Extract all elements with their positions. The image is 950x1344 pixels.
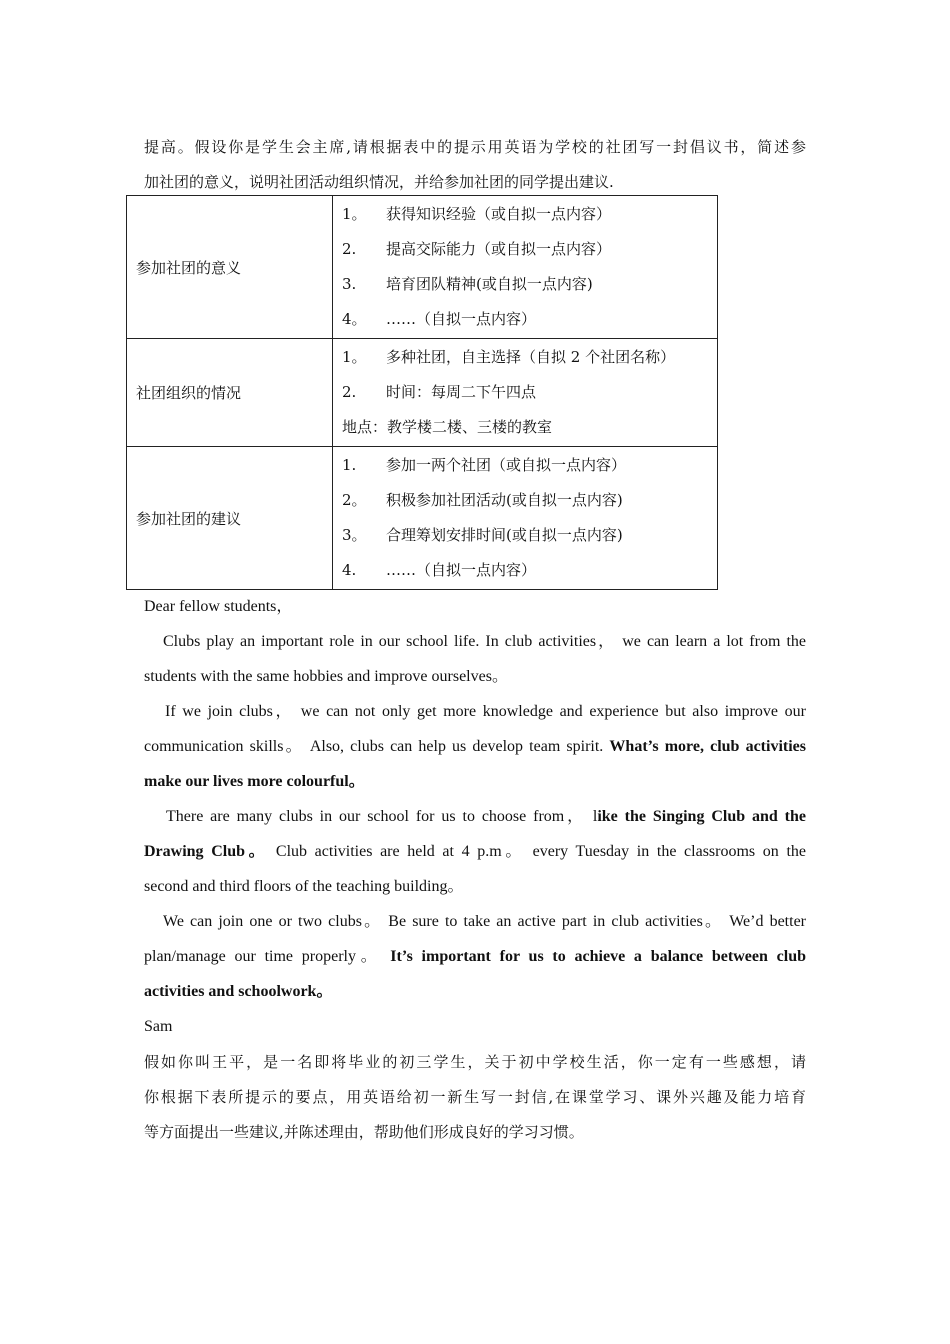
item-number: 2. [342,383,357,401]
letter-paragraph-2-line-1 [144,702,806,722]
list-item [342,232,717,267]
item-text: 合理筹划安排时间(或自拟一点内容) [386,526,623,544]
list-item [342,302,717,337]
item-text: 获得知识经验（或自拟一点内容） [386,205,612,223]
item-text: 培育团队精神(或自拟一点内容) [386,275,593,293]
letter-bold-text: It’s important for us to achieve a balance between club [390,948,806,965]
row-items-organization [333,339,718,447]
letter-paragraph-3-line-1 [144,807,806,827]
intro-line-1: 提高。假设你是学生会主席,请根据表中的提示用英语为学校的社团写一封倡议书，简述参 [144,138,806,156]
letter-bold-text: What’s more, club activities [609,738,806,755]
item-text: 多种社团，自主选择（自拟 2 个社团名称） [386,348,676,366]
letter-paragraph-4-line-1 [144,912,806,932]
letter-paragraph-3-line-3: second and third floors of the teaching building。 [144,878,464,895]
letter-paragraph-4-line-3: activities and schoolwork。 [144,983,333,1000]
item-text: ……（自拟一点内容） [386,561,537,579]
row-header-significance: 参加社团的意义 [127,196,333,339]
letter-text: Club activities are held at 4 p.m。 every Tuesday in the classrooms on the [268,843,806,860]
table-row [127,196,718,339]
table-row [127,447,718,590]
table-row [127,339,718,447]
item-number: 2. [342,240,357,258]
letter-text: communication skills。 Also, clubs can help us develop team spirit. [144,738,610,755]
row-items-suggestions [333,447,718,590]
list-item [342,483,717,518]
item-text: 参加一两个社团（或自拟一点内容） [386,456,627,474]
requirements-table [126,195,718,590]
list-item [342,448,717,483]
item-text: 提高交际能力（或自拟一点内容） [386,240,612,258]
list-item [342,518,717,553]
item-number: 2。 [342,491,367,509]
letter-text: plan/manage our time properly。 [144,948,391,965]
item-text: 时间：每周二下午四点 [386,383,537,401]
item-number: 1. [342,456,357,474]
item-number: 3. [342,275,357,293]
row-items-significance [333,196,718,339]
item-number: 1。 [342,205,367,223]
item-text: 积极参加社团活动(或自拟一点内容) [386,491,623,509]
list-item [342,553,717,588]
letter-text: There are many clubs in our school for us to choose from， l [166,808,598,825]
item-text: 地点：教学楼二楼、三楼的教室 [342,418,553,436]
task2-line-3: 等方面提出一些建议,并陈述理由，帮助他们形成良好的学习习惯。 [144,1123,584,1141]
row-header-organization: 社团组织的情况 [127,339,333,447]
item-text: ……（自拟一点内容） [386,310,537,328]
letter-text: If we join clubs， we can not only get more knowledge and experience but also improve our [165,703,806,720]
letter-text: We can join one or two clubs。 Be sure to take an active part in club activities。 We’d better [163,913,806,930]
item-number: 4。 [342,310,367,328]
letter-greeting: Dear fellow students， [144,598,293,615]
item-number: 3。 [342,526,367,544]
item-number: 1。 [342,348,367,366]
letter-paragraph-3-line-2 [144,842,806,862]
list-item [342,375,717,410]
letter-signature: Sam [144,1018,173,1035]
letter-bold-text: ike the Singing Club and the [597,808,807,825]
letter-paragraph-2-line-3: make our lives more colourful。 [144,773,365,790]
list-item [342,267,717,302]
list-item [342,197,717,232]
letter-paragraph-2-line-2 [144,737,806,757]
letter-paragraph-4-line-2 [144,947,806,967]
letter-text: Clubs play an important role in our school life. In club activities， we can learn a lot from the [163,633,806,650]
list-item [342,410,717,445]
letter-bold-text: Drawing Club。 [144,843,269,860]
item-number: 4. [342,561,357,579]
intro-line-2: 加社团的意义，说明社团活动组织情况，并给参加社团的同学提出建议. [144,173,614,191]
task2-line-1: 假如你叫王平，是一名即将毕业的初三学生，关于初中学校生活，你一定有一些感想，请 [144,1053,806,1071]
letter-paragraph-1-line-1 [144,632,806,652]
list-item [342,340,717,375]
letter-paragraph-1-line-2: students with the same hobbies and improve ourselves。 [144,668,508,685]
row-header-suggestions: 参加社团的建议 [127,447,333,590]
task2-line-2: 你根据下表所提示的要点，用英语给初一新生写一封信,在课堂学习、课外兴趣及能力培育 [144,1088,806,1106]
